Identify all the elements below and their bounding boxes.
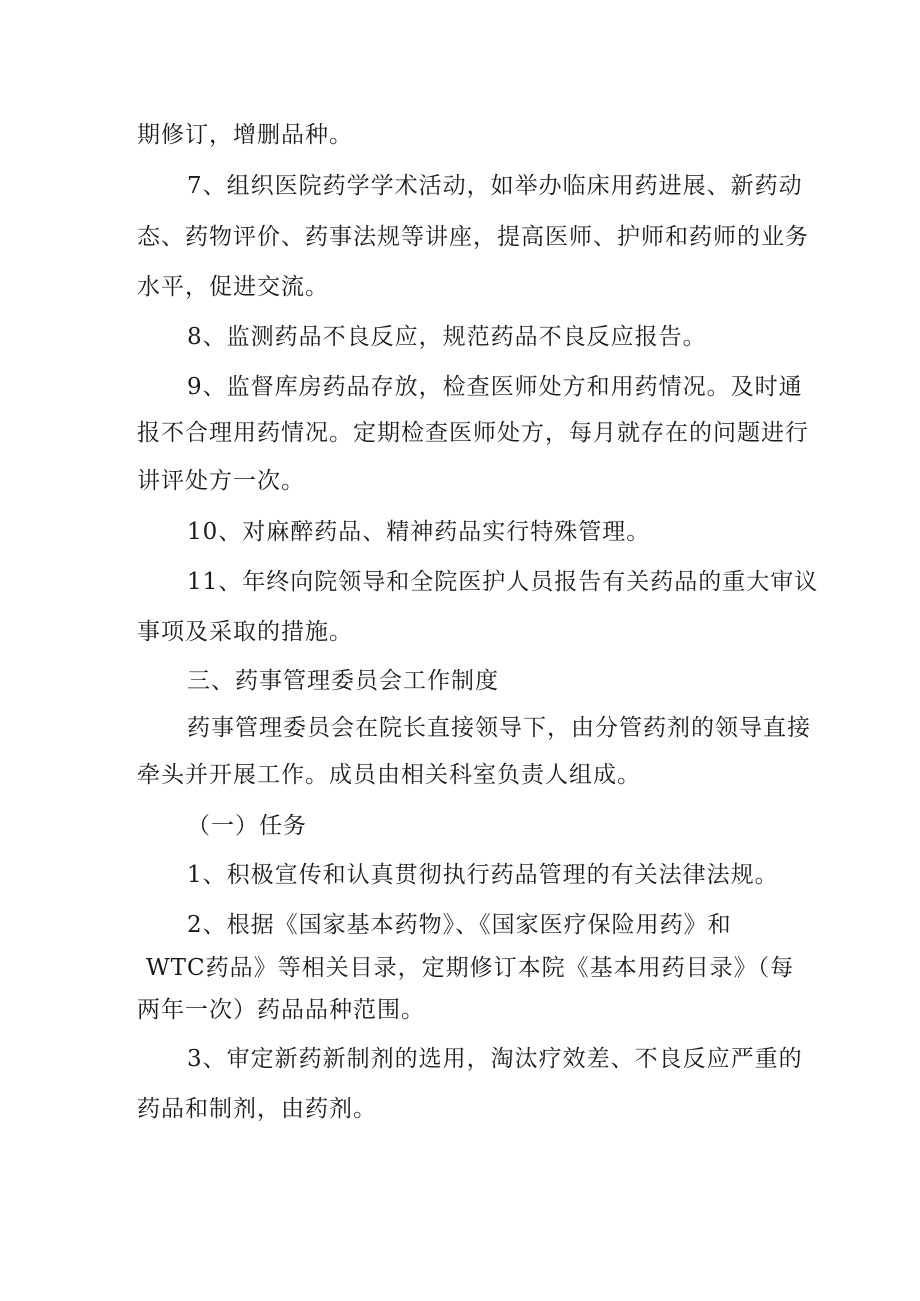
text-line: 药品和制剂，由药剂。 [137,1096,377,1122]
subsection-heading: （一）任务 [187,813,307,839]
text-line: 11、年终向院领导和全院医护人员报告有关药品的重大审议 [187,569,819,595]
text-line: 报不合理用药情况。定期检查医师处方，每月就存在的问题进行 [137,420,809,446]
text-line: 药事管理委员会在院长直接领导下，由分管药剂的领导直接 [187,715,811,741]
text-line: 事项及采取的措施。 [137,619,353,645]
text-line: 牵头并开展工作。成员由相关科室负责人组成。 [137,762,641,788]
text-line: 10、对麻醉药品、精神药品实行特殊管理。 [187,519,651,545]
section-heading: 三、药事管理委员会工作制度 [187,668,499,694]
text-line: 9、监督库房药品存放，检查医师处方和用药情况。及时通 [187,374,803,400]
text-line: WTC药品》等相关目录，定期修订本院《基本用药目录》（每 [146,955,795,981]
text-line: 讲评处方一次。 [137,468,305,494]
text-line: 3、审定新药新制剂的选用，淘汰疗效差、不良反应严重的 [187,1046,803,1072]
text-line: 1、积极宣传和认真贯彻执行药品管理的有关法律法规。 [187,862,779,888]
text-line: 7、组织医院药学学术活动，如举办临床用药进展、新药动 [187,173,803,199]
text-line: 水平，促进交流。 [137,274,329,300]
text-line: 态、药物评价、药事法规等讲座，提高医师、护师和药师的业务 [137,224,809,250]
text-line: 2、根据《国家基本药物》、《国家医疗保险用药》和 [187,912,732,938]
text-line: 两年一次）药品品种范围。 [137,997,425,1023]
text-line: 8、监测药品不良反应，规范药品不良反应报告。 [187,324,707,350]
text-line: 期修订，增删品种。 [137,122,353,148]
